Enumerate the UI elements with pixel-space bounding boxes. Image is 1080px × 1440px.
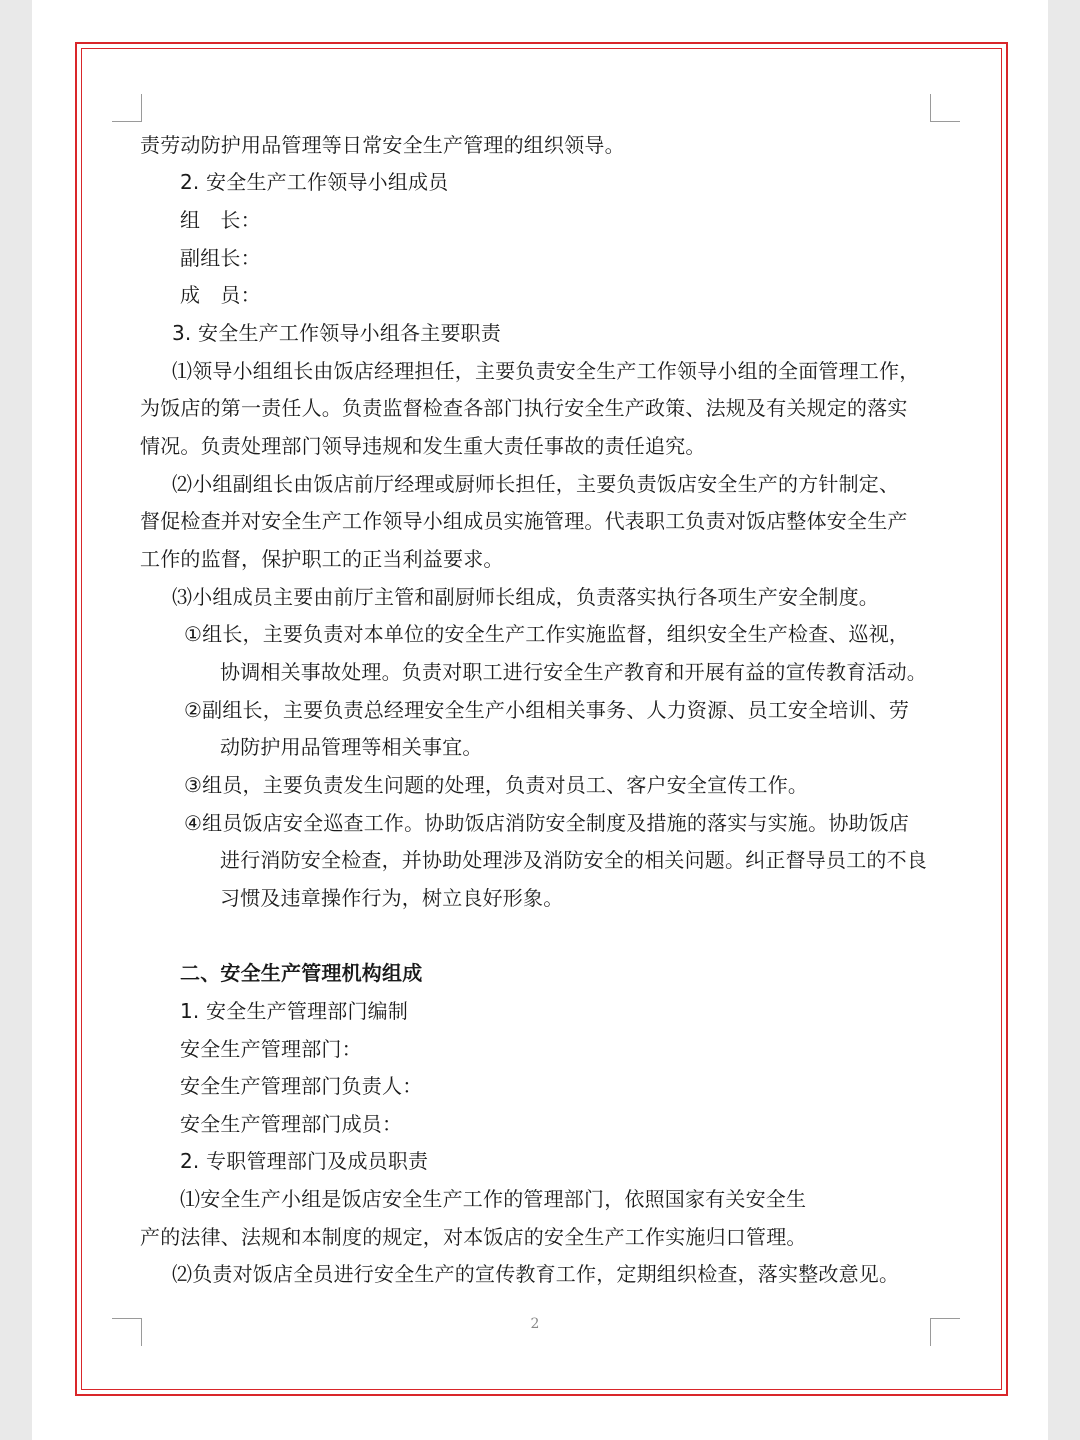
- text-line: 为饭店的第一责任人。负责监督检查各部门执行安全生产政策、法规及有关规定的落实: [140, 396, 908, 420]
- section-heading: 1. 安全生产管理部门编制: [180, 999, 409, 1023]
- section-heading: 3. 安全生产工作领导小组各主要职责: [172, 321, 502, 345]
- text-line: 组 长：: [180, 208, 261, 232]
- list-item: ③组员，主要负责发生问题的处理，负责对员工、客户安全宣传工作。: [184, 773, 809, 797]
- list-item: ④组员饭店安全巡查工作。协助饭店消防安全制度及措施的落实与实施。协助饭店: [184, 811, 910, 835]
- section-heading: 2. 专职管理部门及成员职责: [180, 1149, 429, 1173]
- text-line: 成 员：: [180, 283, 261, 307]
- text-line: ⑶小组成员主要由前厅主管和副厨师长组成，负责落实执行各项生产安全制度。: [172, 585, 879, 609]
- section-title: 二、安全生产管理机构组成: [180, 961, 423, 985]
- text-line: ⑴安全生产小组是饭店安全生产工作的管理部门，依照国家有关安全生: [180, 1187, 807, 1211]
- list-item: ②副组长，主要负责总经理安全生产小组相关事务、人力资源、员工安全培训、劳: [184, 698, 910, 722]
- text-line: 安全生产管理部门成员：: [180, 1112, 403, 1136]
- text-line: 工作的监督，保护职工的正当利益要求。: [140, 547, 504, 571]
- text-line: ⑴领导小组组长由饭店经理担任，主要负责安全生产工作领导小组的全面管理工作，: [172, 359, 920, 383]
- section-heading: 2. 安全生产工作领导小组成员: [180, 170, 449, 194]
- text-line: ⑵负责对饭店全员进行安全生产的宣传教育工作，定期组织检查，落实整改意见。: [172, 1262, 900, 1286]
- text-line: 安全生产管理部门负责人：: [180, 1074, 423, 1098]
- text-line: 习惯及违章操作行为，树立良好形象。: [220, 886, 564, 910]
- corner-mark-top-right: [930, 94, 960, 122]
- text-line: 副组长：: [180, 246, 261, 270]
- text-line: 动防护用品管理等相关事宜。: [220, 735, 483, 759]
- text-line: 协调相关事故处理。负责对职工进行安全生产教育和开展有益的宣传教育活动。: [220, 660, 927, 684]
- corner-mark-bottom-left: [112, 1318, 142, 1346]
- text-line: 产的法律、法规和本制度的规定，对本饭店的安全生产工作实施归口管理。: [140, 1225, 807, 1249]
- text-line: 安全生产管理部门：: [180, 1037, 362, 1061]
- corner-mark-bottom-right: [930, 1318, 960, 1346]
- text-line: 责劳动防护用品管理等日常安全生产管理的组织领导。: [140, 133, 625, 157]
- text-line: 情况。负责处理部门领导违规和发生重大责任事故的责任追究。: [140, 434, 706, 458]
- text-line: 督促检查并对安全生产工作领导小组成员实施管理。代表职工负责对饭店整体安全生产: [140, 509, 908, 533]
- page-number: 2: [530, 1316, 540, 1332]
- corner-mark-top-left: [112, 94, 142, 122]
- list-item: ①组长，主要负责对本单位的安全生产工作实施监督，组织安全生产检查、巡视，: [184, 622, 910, 646]
- text-line: ⑵小组副组长由饭店前厅经理或厨师长担任，主要负责饭店安全生产的方针制定、: [172, 472, 900, 496]
- text-line: 进行消防安全检查，并协助处理涉及消防安全的相关问题。纠正督导员工的不良: [220, 848, 927, 872]
